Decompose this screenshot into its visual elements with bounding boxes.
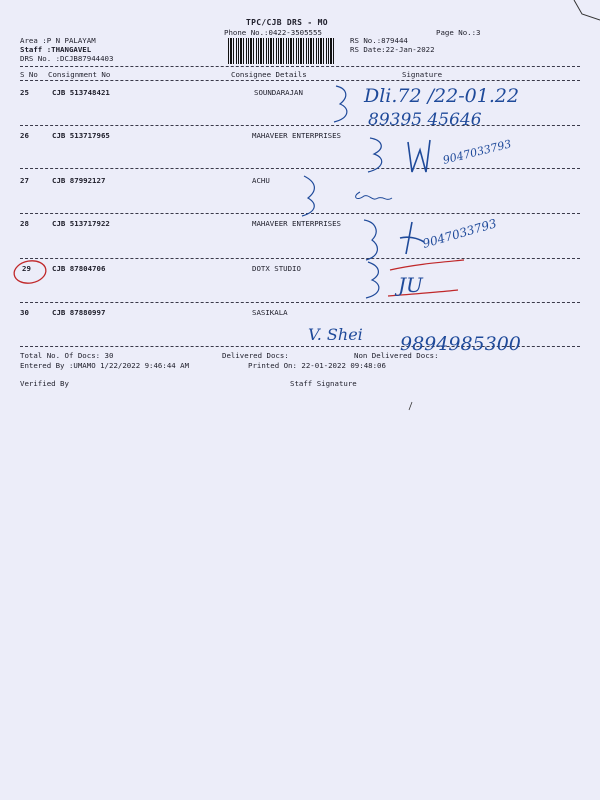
printed-on: Printed On: 22-01-2022 09:48:06 [248, 361, 386, 370]
row-30-consignee: SASIKALA [252, 308, 288, 317]
row-26-consignment: CJB 513717965 [52, 131, 110, 140]
document-title: TPC/CJB DRS - MO [246, 18, 328, 27]
non-delivered-docs: Non Delivered Docs: [354, 351, 439, 360]
row-29-red-circle-mark [10, 256, 50, 288]
row-25-consignee: SOUNDARAJAN [254, 88, 303, 97]
row-28-consignment: CJB 513717922 [52, 219, 110, 228]
row-27-sno: 27 [20, 176, 29, 185]
verified-by: Verified By [20, 379, 69, 388]
barcode [228, 38, 336, 64]
column-header-signature: Signature [402, 70, 443, 79]
row-29-consignment: CJB 87804706 [52, 264, 106, 273]
area-label: Area :P N PALAYAM [20, 36, 96, 45]
staff-label: Staff :THANGAVEL [20, 45, 92, 54]
row-25-handwriting-line1: Dli.72 /22-01.22 [364, 85, 520, 107]
row-26-handwriting: 9047033793 [441, 137, 513, 167]
divider [20, 66, 580, 67]
row-30-handwriting-name: V. Shei [308, 325, 363, 344]
column-header-consignee: Consignee Details [231, 70, 307, 79]
row-28-consignee: MAHAVEER ENTERPRISES [252, 219, 341, 228]
page-number: Page No.:3 [436, 28, 481, 37]
phone-number: Phone No.:0422-3505555 [224, 28, 322, 37]
row-26-signature [360, 128, 560, 178]
row-25-consignment: CJB 513748421 [52, 88, 110, 97]
stray-pen-mark [406, 400, 416, 414]
corner-fold-mark [560, 0, 600, 30]
row-29-handwriting: JU [398, 273, 423, 297]
row-divider [20, 302, 580, 303]
rs-date: RS Date:22-Jan-2022 [350, 45, 435, 54]
row-29-sno: 29 [22, 264, 31, 273]
entered-by: Entered By :UMAMO 1/22/2022 9:46:44 AM [20, 361, 190, 370]
drs-number: DRS No. :DCJB87944403 [20, 54, 114, 63]
row-25-handwriting-line2: 89395 45646 [368, 110, 482, 130]
row-25-signature [320, 74, 580, 130]
row-27-consignee: ACHU [252, 176, 270, 185]
row-26-consignee: MAHAVEER ENTERPRISES [252, 131, 341, 140]
delivered-docs: Delivered Docs: [222, 351, 289, 360]
total-docs: Total No. Of Docs: 30 [20, 351, 114, 360]
row-28-handwriting: 9047033793 [420, 216, 499, 251]
row-29-signature [360, 256, 470, 304]
row-30-signature [300, 316, 540, 356]
row-30-sno: 30 [20, 308, 29, 317]
staff-signature-label: Staff Signature [290, 379, 357, 388]
rs-number: RS No.:879444 [350, 36, 408, 45]
column-header-consignment: Consignment No [48, 70, 111, 79]
row-30-handwriting-phone: 9894985300 [400, 333, 521, 355]
column-header-sno: S No [20, 70, 38, 79]
row-28-sno: 28 [20, 219, 29, 228]
row-27-consignment: CJB 87992127 [52, 176, 106, 185]
row-29-consignee: DOTX STUDIO [252, 264, 301, 273]
row-26-sno: 26 [20, 131, 29, 140]
row-30-consignment: CJB 87880997 [52, 308, 106, 317]
row-25-sno: 25 [20, 88, 29, 97]
